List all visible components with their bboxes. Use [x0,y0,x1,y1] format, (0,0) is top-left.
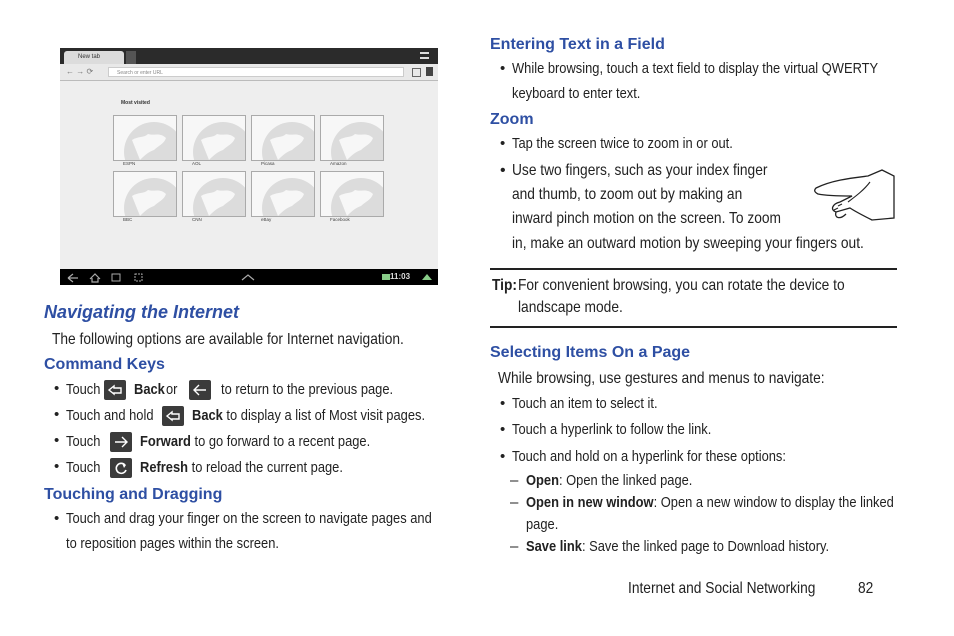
tip-line2: landscape mode. [518,299,623,316]
option-open-new-window: – Open in new window: Open a new window to display the linked [510,494,894,511]
most-visited-thumbnail [320,171,384,217]
most-visited-thumbnail [251,171,315,217]
option-save-link: – Save link: Save the linked page to Download history. [510,538,830,555]
page-number: 82 [858,580,874,597]
zoom-item2-line2: and thumb, to zoom out by making an [512,186,743,203]
zoom-item2-line3: inward pinch motion on the screen. To zoom [512,210,781,227]
globe-icon [183,172,245,216]
bookmark-icon [412,68,421,77]
selecting-item2: Touch a hyperlink to follow the link. [512,421,712,438]
globe-icon [114,116,176,160]
section-title: Navigating the Internet [44,302,240,322]
menu-icon [420,52,429,59]
tip-top-rule [490,268,897,270]
back-key-icon [162,406,184,426]
command-keys-heading: Command Keys [44,356,165,373]
zoom-item2-line4: in, make an outward motion by sweeping your fingers out. [512,235,864,252]
most-visited-thumbnail-label: BBC [123,217,133,222]
tip-bottom-rule [490,326,897,328]
url-field: Search or enter URL [108,67,404,77]
most-visited-thumbnail [320,115,384,161]
system-nav-bar [60,269,438,285]
most-visited-thumbnail-label: eBay [261,217,272,222]
most-visited-thumbnail [251,115,315,161]
entering-line2: keyboard to enter text. [512,85,641,102]
option-open: – Open: Open the linked page. [510,472,693,489]
tip-line1: Tip:For convenient browsing, you can rotate the device to [492,277,845,294]
footer-section: Internet and Social Networking [628,580,816,597]
selecting-item1: Touch an item to select it. [512,395,658,412]
intro-text: The following options are available for Internet navigation. [52,331,404,348]
pinch-gesture-icon [812,166,898,222]
back-key-icon [104,380,126,400]
browser-screenshot [60,48,438,285]
selecting-heading: Selecting Items On a Page [490,344,691,361]
browser-tab-bar [60,48,438,64]
most-visited-label: Most visited [121,100,150,106]
globe-icon [252,116,314,160]
selecting-item3: Touch and hold on a hyperlink for these options: [512,448,786,465]
bookmarks-icon [426,67,433,76]
command-key-refresh: Touch Refresh to reload the current page. [66,458,376,478]
new-tab-button [126,51,136,64]
command-key-forward: Touch Forward to go forward to a recent page. [66,432,408,452]
entering-line1: While browsing, touch a text field to display the virtual QWERTY [512,60,879,77]
globe-icon [321,116,383,160]
most-visited-thumbnail [113,171,177,217]
most-visited-thumbnail [113,115,177,161]
system-nav-icons [60,269,438,285]
browser-tab: New tab [64,51,124,64]
browser-url-bar [60,64,438,81]
most-visited-thumbnail-label: AOL [192,161,202,166]
globe-icon [114,172,176,216]
touching-line1: Touch and drag your finger on the screen to navigate pages and [66,510,432,527]
browser-content [60,81,438,269]
most-visited-thumbnail-label: Picasa [261,161,275,166]
zoom-heading: Zoom [490,111,534,128]
touching-line2: to reposition pages within the screen. [66,535,279,552]
most-visited-thumbnail-label: Amazon [330,161,347,166]
zoom-item1: Tap the screen twice to zoom in or out. [512,135,733,152]
most-visited-thumbnail-label: CNN [192,217,202,222]
entering-heading: Entering Text in a Field [490,36,665,53]
nav-arrows-icon: ← → ⟳ [66,67,94,76]
forward-arrow-icon [110,432,132,452]
selecting-intro: While browsing, use gestures and menus to navigate: [498,370,825,387]
most-visited-thumbnail [182,171,246,217]
command-key-back-hold: Touch and hold Back to display a list of Most visit pages. [66,406,463,426]
back-arrow-icon [189,380,211,400]
refresh-icon [110,458,132,478]
globe-icon [252,172,314,216]
zoom-item2-line1: Use two fingers, such as your index finger [512,162,768,179]
most-visited-thumbnail-label: Facebook [330,217,350,222]
option-open-new-window-cont: page. [526,516,559,533]
command-key-back: Touch Backor to return to the previous page. [66,380,421,400]
globe-icon [321,172,383,216]
clock: 11:03 [390,272,411,281]
most-visited-thumbnail [182,115,246,161]
touching-heading: Touching and Dragging [44,486,223,503]
globe-icon [183,116,245,160]
most-visited-thumbnail-label: ESPN [123,161,136,166]
